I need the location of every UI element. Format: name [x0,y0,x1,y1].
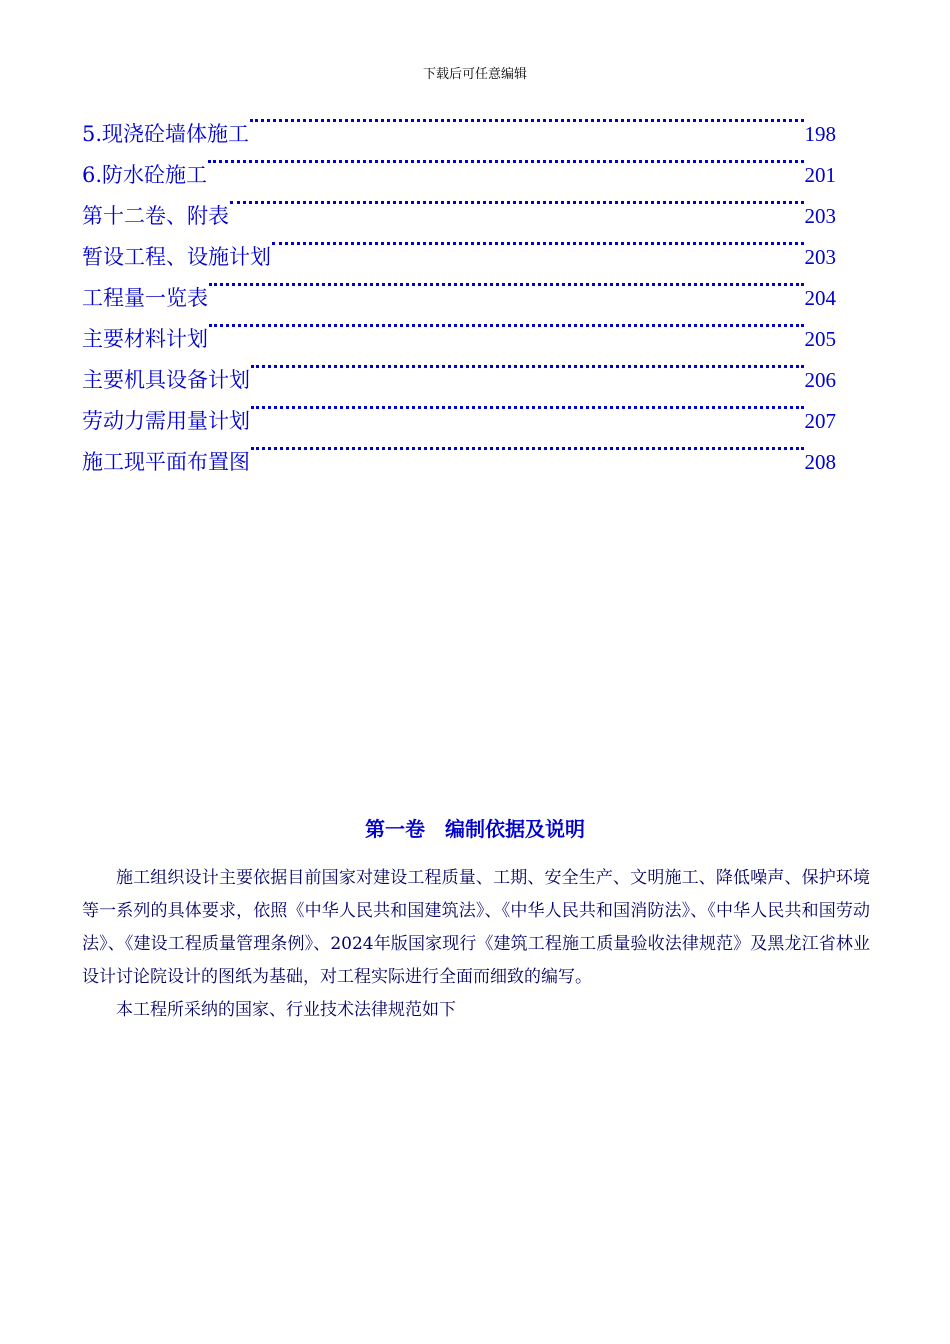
toc-leader-dots [250,100,803,141]
toc-entry-page: 206 [804,368,836,392]
toc-entry-page: 205 [804,327,836,351]
toc-leader-dots [272,223,804,264]
toc-entry-label: 主要机具设备计划 [82,368,250,392]
toc-entry-page: 198 [804,122,836,146]
toc-entry-page: 201 [804,163,836,187]
toc-entry-page: 203 [804,245,836,269]
toc-entry-label: 暂设工程、设施计划 [82,245,271,269]
toc-entry-page: 208 [804,450,836,474]
toc-leader-dots [251,428,804,469]
toc-leader-dots [208,141,803,182]
toc-entry-page: 203 [804,204,836,228]
body-paragraph: 施工组织设计主要依据目前国家对建设工程质量、工期、安全生产、文明施工、降低噪声、保护环境等一系列的具体要求，依照《中华人民共和国建筑法》、《中华人民共和国消防法》、《中华人民共和国劳动法》、《建设工程质量管理条例》、2024年版国家现行《建筑工程施工质量验收法律规范》及黑龙江省林业设计讨论院设计的图纸为基础，对工程实际进行全面而细致的编写。 [82,868,870,987]
body-paragraph: 本工程所采纳的国家、行业技术法律规范如下 [116,1000,456,1020]
toc-entry-label: 主要材料计划 [82,327,208,351]
toc-entry-label: 第十二卷、附表 [82,204,229,228]
toc-entry-label: 5.现浇砼墙体施工 [82,122,250,146]
toc-entry[interactable] [82,100,836,146]
toc-entry-label: 工程量一览表 [82,286,208,310]
toc-leader-dots [251,387,804,428]
toc-leader-dots [209,305,804,346]
toc-leader-dots [251,346,804,387]
table-of-contents [82,100,836,474]
toc-entry-label: 施工现平面布置图 [82,450,250,474]
toc-entry-label: 劳动力需用量计划 [82,409,250,433]
section-title: 第一卷 编制依据及说明 [365,817,585,841]
page-header-note: 下载后可任意编辑 [422,67,527,82]
toc-entry-page: 204 [804,286,836,310]
toc-leader-dots [209,264,804,305]
section-body [82,862,870,1027]
toc-entry-label: 6.防水砼施工 [82,163,208,187]
toc-leader-dots [230,182,804,223]
toc-entry-page: 207 [804,409,836,433]
